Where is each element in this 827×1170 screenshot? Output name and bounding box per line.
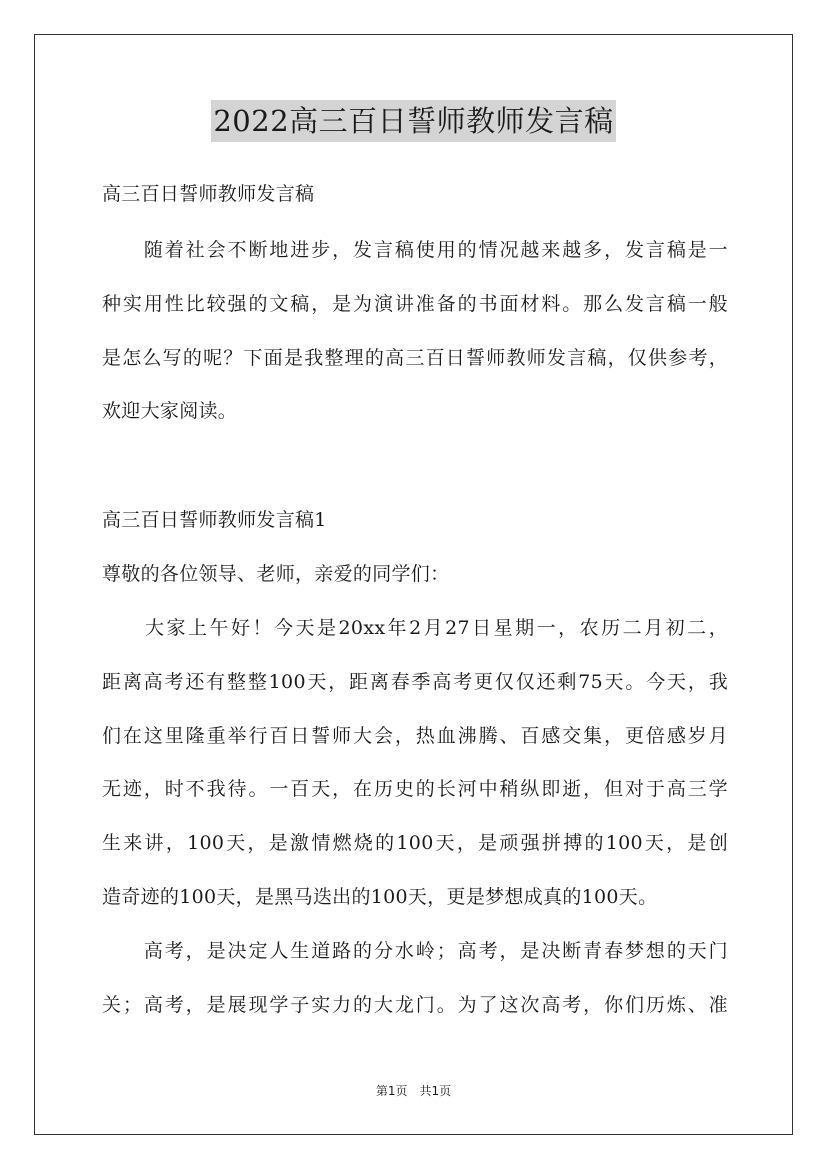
document-title: 2022高三百日誓师教师发言稿 bbox=[211, 100, 615, 142]
paragraph-line: 是怎么写的呢？下面是我整理的高三百日誓师教师发言稿，仅供参考， bbox=[102, 347, 728, 369]
paragraph-line: 欢迎大家阅读。 bbox=[102, 400, 238, 422]
paragraph-line: 无迹，时不我待。一百天，在历史的长河中稍纵即逝，但对于高三学 bbox=[102, 778, 728, 800]
paragraph-line: 关；高考，是展现学子实力的大龙门。为了这次高考，你们历炼、准 bbox=[102, 994, 728, 1016]
paragraph-line: 距离高考还有整整100天，距离春季高考更仅仅还剩75天。今天，我 bbox=[102, 671, 728, 693]
paragraph-line: 们在这里隆重举行百日誓师大会，热血沸腾、百感交集，更倍感岁月 bbox=[102, 725, 728, 747]
paragraph-line: 造奇迹的100天，是黑马迭出的100天，更是梦想成真的100天。 bbox=[102, 886, 658, 908]
salutation-line: 尊敬的各位领导、老师，亲爱的同学们： bbox=[102, 563, 450, 585]
paragraph-line: 生来讲，100天，是激情燃烧的100天，是顽强拼搏的100天，是创 bbox=[102, 832, 728, 854]
paragraph-line: 随着社会不断地进步，发言稿使用的情况越来越多，发言稿是一 bbox=[102, 239, 728, 261]
paragraph-line: 大家上午好！今天是20xx年2月27日星期一，农历二月初二， bbox=[102, 617, 728, 639]
paragraph-line: 种实用性比较强的文稿，是为演讲准备的书面材料。那么发言稿一般 bbox=[102, 293, 728, 315]
section-heading: 高三百日誓师教师发言稿1 bbox=[102, 509, 327, 531]
page-number-footer: 第1页 共1页 bbox=[375, 1084, 452, 1098]
paragraph-line: 高考，是决定人生道路的分水岭；高考，是决断青春梦想的天门 bbox=[102, 940, 728, 962]
subtitle-line: 高三百日誓师教师发言稿 bbox=[102, 183, 315, 205]
title-block bbox=[0, 100, 827, 142]
